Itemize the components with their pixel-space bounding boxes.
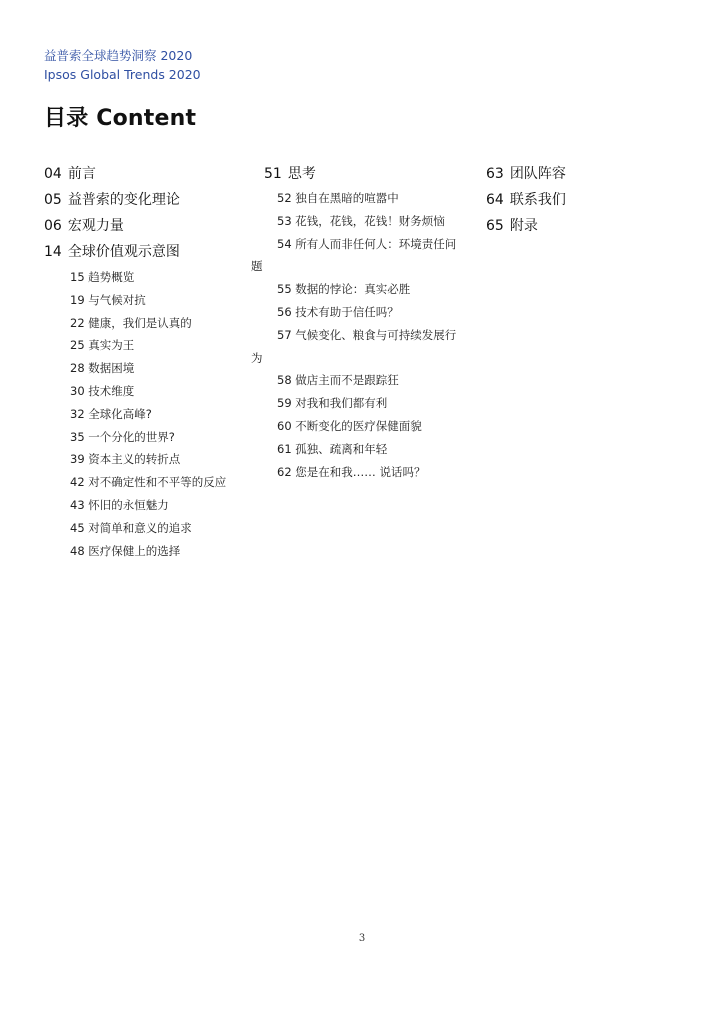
page-title: 目录 Content (44, 106, 197, 131)
toc-main-item[interactable]: 64 联系我们 (486, 192, 566, 208)
toc-sub-item[interactable]: 59 对我和我们都有利 (277, 396, 388, 411)
toc-sub-item[interactable]: 56 技术有助于信任吗？ (277, 304, 399, 319)
toc-sub-item[interactable]: 28 数据困境 (70, 361, 135, 376)
toc-sub-item[interactable]: 35 一个分化的世界? (70, 429, 175, 444)
toc-sub-item[interactable]: 62 您是在和我…… 说话吗？ (277, 464, 426, 479)
toc-column-3 (486, 161, 686, 239)
toc-sub-item[interactable]: 54 所有人而非任何人：环境责任问题 (251, 236, 457, 274)
toc-sub-item[interactable]: 52 独自在黑暗的喧嚣中 (277, 191, 399, 205)
toc-main-item[interactable]: 63 团队阵容 (486, 166, 566, 182)
toc-sub-item[interactable]: 53 花钱，花钱，花钱！财务烦恼 (277, 213, 445, 228)
toc-sub-item[interactable]: 60 不断变化的医疗保健面貌 (277, 418, 422, 433)
toc-main-item[interactable]: 05 益普索的变化理论 (44, 192, 180, 208)
toc-sub-item[interactable]: 19 与气候对抗 (70, 292, 146, 307)
toc-sub-item[interactable]: 45 对简单和意义的追求 (70, 520, 192, 535)
toc-sub-item[interactable]: 57 气候变化、粮食与可持续发展行为 (251, 327, 457, 365)
toc-main-item[interactable]: 51 思考 (264, 166, 316, 182)
toc-sub-item[interactable]: 61 孤独、疏离和年轻 (277, 441, 388, 456)
toc-main-item[interactable]: 14 全球价值观示意图 (44, 244, 180, 260)
toc-sub-item[interactable]: 58 做店主而不是跟踪狂 (277, 373, 399, 388)
toc-sub-item[interactable]: 55 数据的悖论：真实必胜 (277, 282, 411, 297)
toc-sub-item[interactable]: 43 怀旧的永恒魅力 (70, 497, 169, 512)
header-title-zh: 益普索全球趋势洞察 2020 (44, 48, 193, 63)
toc-sub-item[interactable]: 15 趋势概览 (70, 270, 135, 284)
toc-sub-item[interactable]: 32 全球化高峰? (70, 406, 152, 421)
toc-column-1 (44, 161, 249, 562)
page-number: 3 (358, 933, 366, 944)
toc-sub-list (251, 187, 469, 483)
toc-sub-item[interactable]: 30 技术维度 (70, 383, 135, 398)
toc-sub-item[interactable]: 39 资本主义的转折点 (70, 452, 181, 467)
toc-sub-item[interactable]: 48 医疗保健上的选择 (70, 543, 181, 558)
toc-column-2 (251, 161, 469, 483)
toc-main-item[interactable]: 65 附录 (486, 218, 538, 234)
toc-sub-item[interactable]: 42 对不确定性和不平等的反应 (70, 475, 227, 490)
header-title-en: Ipsos Global Trends 2020 (44, 67, 201, 82)
toc-sub-item[interactable]: 25 真实为王 (70, 338, 135, 353)
document-header (44, 46, 201, 84)
toc-main-item[interactable]: 06 宏观力量 (44, 218, 124, 234)
toc-sub-item[interactable]: 22 健康，我们是认真的 (70, 315, 192, 330)
toc-main-item[interactable]: 04 前言 (44, 166, 96, 182)
toc-sub-list (44, 266, 249, 562)
